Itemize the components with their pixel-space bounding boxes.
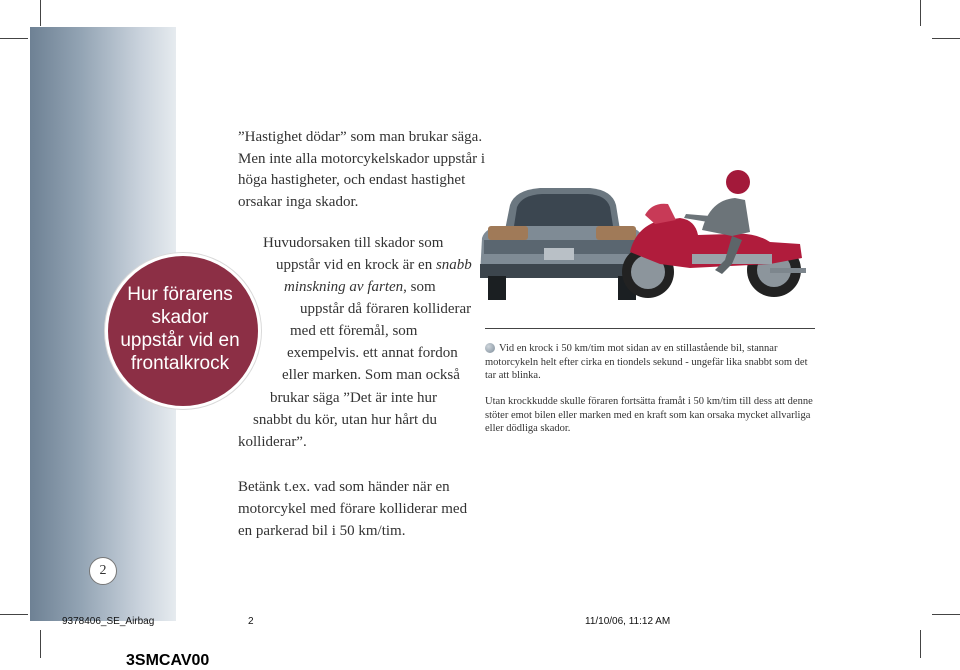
crop-mark <box>932 38 960 39</box>
crop-mark <box>920 630 921 658</box>
body-line: eller marken. Som man också <box>282 367 460 383</box>
footer-page: 2 <box>248 616 254 627</box>
crop-mark <box>40 0 41 26</box>
body-line: Huvudorsaken till skador som <box>263 235 444 251</box>
body-line: uppstår då föraren kolliderar <box>300 301 472 317</box>
body-line: minskning av farten, som <box>284 279 436 295</box>
body-line: uppstår vid en krock är en snabb <box>276 257 472 273</box>
body-line: med ett föremål, som <box>290 323 418 339</box>
caption-rule <box>485 328 815 329</box>
crop-mark <box>920 0 921 26</box>
side-title: Hur förarens skador uppstår vid en frontalkrock <box>120 284 240 374</box>
body-line: snabbt du kör, utan hur hårt du <box>253 412 437 428</box>
body-line: exempelvis. ett annat fordon <box>287 345 458 361</box>
motorcycle-illustration <box>622 170 806 298</box>
document-code: 3SMCAV00 <box>126 652 210 669</box>
question-line: Betänk t.ex. vad som händer när en <box>238 479 450 495</box>
question-line: motorcykel med förare kolliderar med <box>238 501 468 517</box>
crop-mark <box>0 38 28 39</box>
car-motorcycle-illustration <box>470 160 820 310</box>
caption-1: Vid en krock i 50 km/tim mot sidan av en stillastående bil, stannar motorcykeln helt efter cirka en tiondels sekund - ungefär lika snabbt som det tar att blinka. <box>485 343 808 381</box>
question-line: en parkerad bil i 50 km/tim. <box>238 523 406 539</box>
intro-quote: ”Hastighet dödar” som man brukar säga. Men inte alla motorcykelskador uppstår i höga hastigheter, och endast hastighet orsakar inga skador. <box>238 129 486 210</box>
crop-mark <box>932 614 960 615</box>
crop-mark <box>0 614 28 615</box>
body-line: kolliderar”. <box>238 434 307 450</box>
crop-mark <box>40 630 41 658</box>
footer-file: 9378406_SE_Airbag <box>62 616 155 627</box>
footer-datetime: 11/10/06, 11:12 AM <box>585 616 671 627</box>
caption-2: Utan krockkudde skulle föraren fortsätta framåt i 50 km/tim till dess att denne stöter emot bilen eller marken med en kraft som kan orsaka mycket allvarliga eller dödliga skador. <box>485 396 813 434</box>
car-rear-illustration <box>480 188 645 300</box>
body-line: brukar säga ”Det är inte hur <box>270 390 438 406</box>
page-number: 2 <box>89 557 117 585</box>
